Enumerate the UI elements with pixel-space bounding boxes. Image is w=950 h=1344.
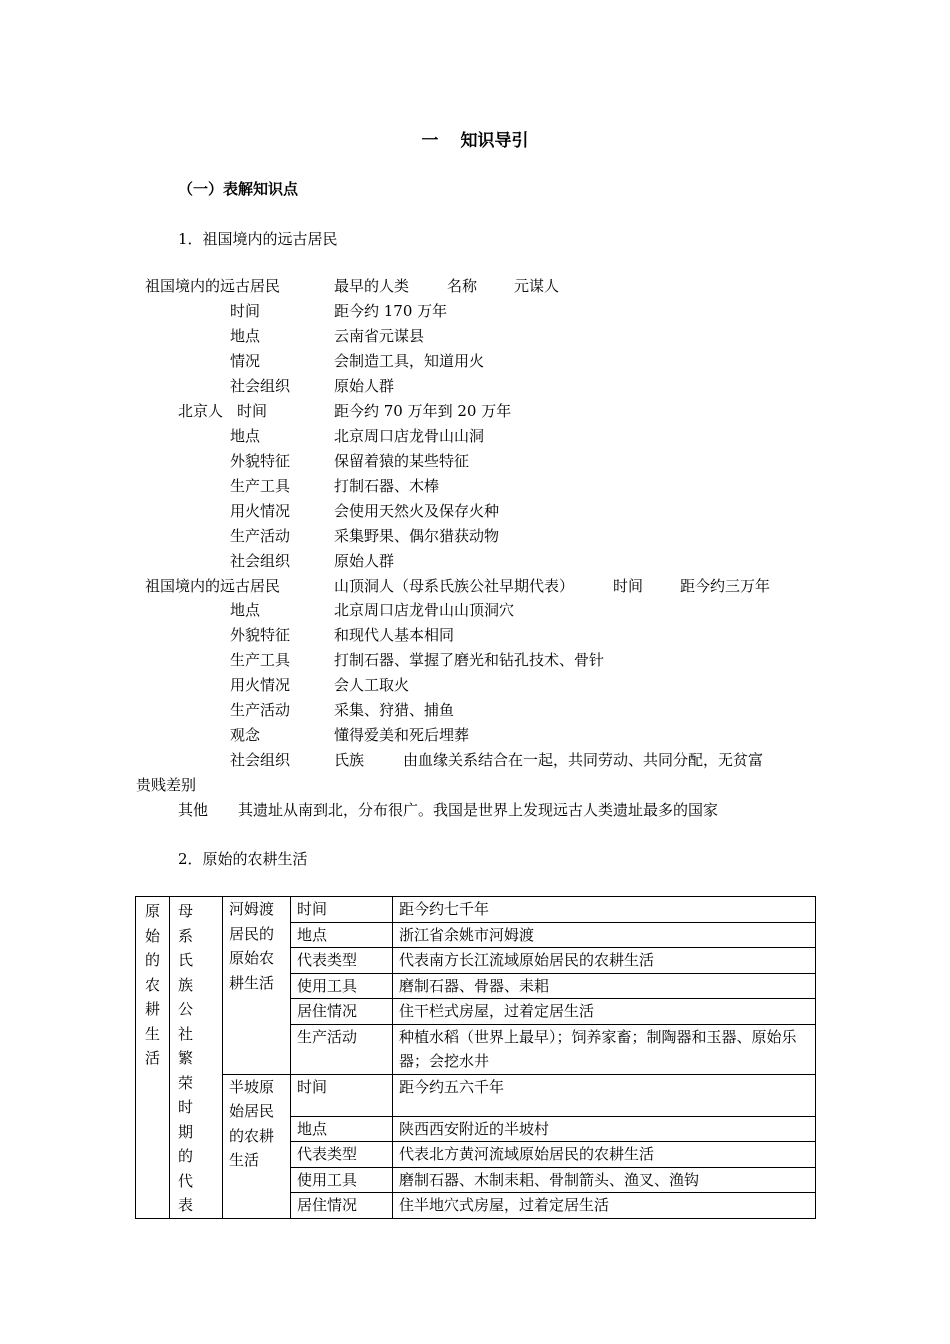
list-value: 会制造工具，知道用火 xyxy=(334,352,485,370)
list-value: 距今约 70 万年到 20 万年 xyxy=(334,402,512,420)
field-value: 住半地穴式房屋，过着定居生活 xyxy=(393,1193,816,1219)
field-value: 浙江省余姚市河姆渡 xyxy=(393,922,816,948)
list-label: 生产工具 xyxy=(230,651,291,669)
field-key: 代表类型 xyxy=(291,1142,393,1168)
period-cell xyxy=(170,897,223,1219)
list-desc: 由血缘关系结合在一起，共同劳动、共同分配，无贫富 xyxy=(403,751,764,769)
page-title xyxy=(0,126,950,151)
field-key: 时间 xyxy=(291,897,393,923)
field-value: 代表北方黄河流域原始居民的农耕生活 xyxy=(393,1142,816,1168)
field-value: 种植水稻（世界上最早）；饲养家畜；制陶器和玉器、原始乐器；会挖水井 xyxy=(393,1024,816,1074)
list-value: 打制石器、木棒 xyxy=(334,477,440,495)
field-value: 住干栏式房屋，过着定居生活 xyxy=(393,999,816,1025)
list-label: 生产活动 xyxy=(230,527,291,545)
list-value: 云南省元谋县 xyxy=(334,327,425,345)
period-text: 母系氏族公社繁荣时期的代表 xyxy=(178,902,200,1214)
field-value: 陕西西安附近的半坡村 xyxy=(393,1116,816,1142)
list-value: 保留着猿的某些特征 xyxy=(334,452,470,470)
site-text: 半坡原始居民的农耕生活 xyxy=(229,1077,275,1169)
subsection-heading-2: 2．原始的农耕生活 xyxy=(178,850,308,868)
category-text: 原始的农耕生活 xyxy=(144,902,160,1067)
field-key: 居住情况 xyxy=(291,1193,393,1219)
list-cell: 名称 xyxy=(447,277,478,295)
list-cell: 元谋人 xyxy=(514,277,560,295)
list-cell: 距今约三万年 xyxy=(680,577,771,595)
section-heading: （一）表解知识点 xyxy=(178,180,299,198)
field-key: 地点 xyxy=(291,1116,393,1142)
list-value: 其遗址从南到北，分布很广。我国是世界上发现远古人类遗址最多的国家 xyxy=(238,801,719,819)
list-label: 时间 xyxy=(237,402,268,420)
field-key: 地点 xyxy=(291,922,393,948)
field-value: 磨制石器、骨器、耒耜 xyxy=(393,973,816,999)
list-cell: 最早的人类 xyxy=(334,277,410,295)
list-value: 距今约 170 万年 xyxy=(334,302,448,320)
list-label: 生产活动 xyxy=(230,701,291,719)
table-row xyxy=(136,1074,816,1116)
list-value: 氏族 xyxy=(334,751,365,769)
table-row xyxy=(136,897,816,923)
list-label: 地点 xyxy=(230,327,261,345)
list-cell: 祖国境内的远古居民 xyxy=(145,577,281,595)
field-key: 居住情况 xyxy=(291,999,393,1025)
list-label: 其他 xyxy=(178,801,209,819)
list-value: 懂得爱美和死后埋葬 xyxy=(334,726,470,744)
list-label: 用火情况 xyxy=(230,676,291,694)
title-number: 一 xyxy=(421,131,439,151)
list-label: 外貌特征 xyxy=(230,626,291,644)
list-label: 用火情况 xyxy=(230,502,291,520)
list-value: 会人工取火 xyxy=(334,676,410,694)
list-cell: 时间 xyxy=(613,577,644,595)
farming-life-table xyxy=(135,896,816,1219)
list-label: 地点 xyxy=(230,601,261,619)
list-label: 外貌特征 xyxy=(230,452,291,470)
field-key: 使用工具 xyxy=(291,973,393,999)
list-label: 生产工具 xyxy=(230,477,291,495)
list-wrap: 贵贱差别 xyxy=(136,776,197,794)
site-cell xyxy=(223,897,291,1075)
category-cell xyxy=(136,897,170,1219)
field-value: 代表南方长江流域原始居民的农耕生活 xyxy=(393,948,816,974)
list-label: 社会组织 xyxy=(230,552,291,570)
list-label: 观念 xyxy=(230,726,261,744)
list-value: 打制石器、掌握了磨光和钻孔技术、骨针 xyxy=(334,651,605,669)
field-key: 时间 xyxy=(291,1074,393,1116)
field-key: 代表类型 xyxy=(291,948,393,974)
list-value: 北京周口店龙骨山山顶洞穴 xyxy=(334,601,515,619)
list-label: 地点 xyxy=(230,427,261,445)
subsection-heading-1: 1．祖国境内的远古居民 xyxy=(178,230,338,248)
list-label: 社会组织 xyxy=(230,377,291,395)
list-value: 原始人群 xyxy=(334,377,395,395)
site-text: 河姆渡居民的原始农耕生活 xyxy=(229,900,275,992)
field-key: 生产活动 xyxy=(291,1024,393,1074)
list-value: 采集、狩猎、捕鱼 xyxy=(334,701,455,719)
list-cell: 山顶洞人（母系氏族公社早期代表） xyxy=(334,577,575,595)
field-value: 距今约五六千年 xyxy=(393,1074,816,1116)
list-cell: 祖国境内的远古居民 xyxy=(145,277,281,295)
list-label: 社会组织 xyxy=(230,751,291,769)
title-text: 知识导引 xyxy=(460,131,529,151)
list-value: 北京周口店龙骨山山洞 xyxy=(334,427,485,445)
list-cell: 北京人 xyxy=(178,402,224,420)
list-value: 和现代人基本相同 xyxy=(334,626,455,644)
site-cell xyxy=(223,1074,291,1218)
field-value: 距今约七千年 xyxy=(393,897,816,923)
list-value: 原始人群 xyxy=(334,552,395,570)
list-label: 情况 xyxy=(230,352,261,370)
list-value: 会使用天然火及保存火种 xyxy=(334,502,500,520)
field-value: 磨制石器、木制耒耜、骨制箭头、渔叉、渔钩 xyxy=(393,1167,816,1193)
field-key: 使用工具 xyxy=(291,1167,393,1193)
list-value: 采集野果、偶尔猎获动物 xyxy=(334,527,500,545)
list-label: 时间 xyxy=(230,302,261,320)
